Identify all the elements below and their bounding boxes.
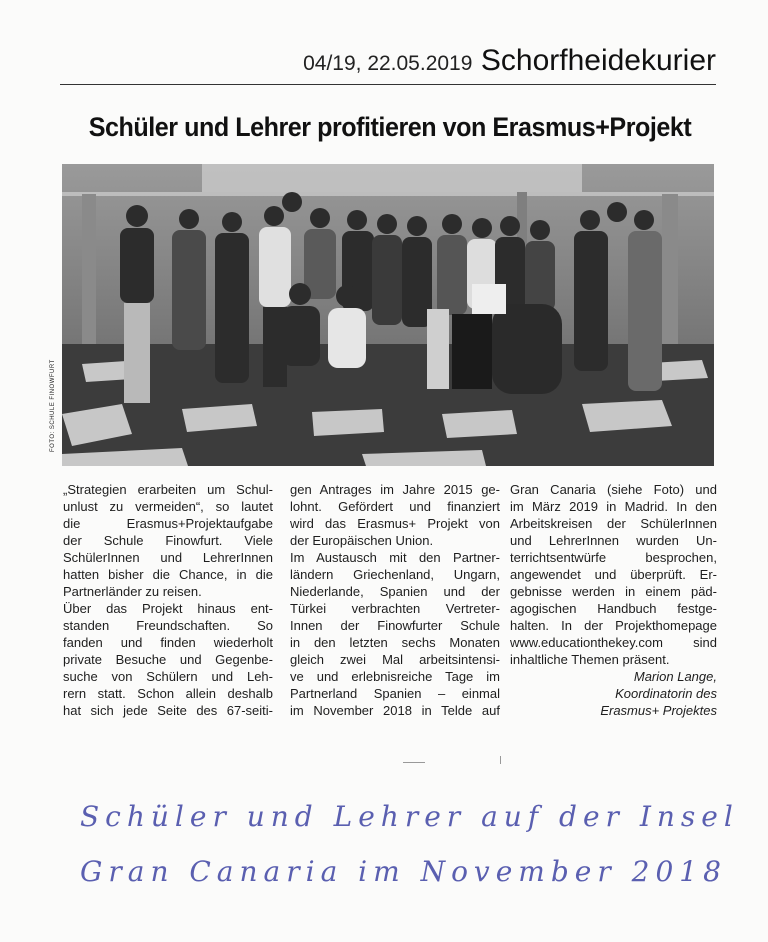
text-line: SchülerInnen und LehrerInnen bbox=[63, 550, 273, 565]
text-line: „Strategien erarbeiten um Schul- bbox=[63, 482, 273, 497]
article-column-2 bbox=[290, 481, 500, 719]
text-line: wird das Erasmus+ Projekt von bbox=[290, 516, 500, 531]
text-line: standen Freundschaften. So bbox=[63, 618, 273, 633]
text-line: Türkei verbrachten Vertreter- bbox=[290, 601, 500, 616]
masthead bbox=[60, 44, 716, 85]
text-line: der Europäischen Union. bbox=[290, 533, 434, 548]
text-line: gleich zwei Mal arbeitsintensi- bbox=[290, 652, 500, 667]
text-line: der Schule Finowfurt. Viele bbox=[63, 533, 273, 548]
issue-date: 04/19, 22.05.2019 bbox=[303, 52, 473, 75]
handwritten-caption-line-2: Gran Canaria im November 2018 bbox=[80, 855, 727, 888]
author-name: Marion Lange, bbox=[633, 669, 717, 684]
text-line: www.educationthekey.com sind bbox=[510, 635, 717, 650]
text-line: ve und erlebnisreiche Tage im bbox=[290, 669, 500, 684]
author-project: Erasmus+ Projektes bbox=[600, 703, 717, 718]
text-line: angewendet und überprüft. Er- bbox=[510, 567, 717, 582]
text-line: ländern Griechenland, Ungarn, bbox=[290, 567, 500, 582]
text-line: im November 2018 in Telde auf bbox=[290, 703, 500, 718]
text-line: rern statt. Schon allein deshalb bbox=[63, 686, 273, 701]
text-line: hat sich jede Seite des 67-seiti- bbox=[63, 703, 273, 718]
text-line: Gran Canaria (siehe Foto) und bbox=[510, 482, 717, 497]
text-line: hatten bisher die Chance, in die bbox=[63, 567, 273, 582]
text-line: die Erasmus+Projektaufgabe bbox=[63, 516, 273, 531]
scan-speck bbox=[500, 756, 501, 764]
article-column-3 bbox=[510, 481, 717, 719]
scan-speck bbox=[403, 762, 425, 763]
handwritten-caption-line-1: Schüler und Lehrer auf der Insel bbox=[80, 800, 739, 833]
text-line: Innen der Finowfurter Schule bbox=[290, 618, 500, 633]
group-photo bbox=[62, 164, 714, 466]
text-line: und LehrerInnen wurden Un- bbox=[510, 533, 717, 548]
text-line: Partnerländer zu reisen. bbox=[63, 584, 202, 599]
text-line: terrichtsentwürfe besprochen, bbox=[510, 550, 717, 565]
newspaper-name: Schorfheidekurier bbox=[480, 44, 716, 77]
text-line: Arbeitskreisen der SchülerInnen bbox=[510, 516, 717, 531]
text-line: suche von Schülern und Leh- bbox=[63, 669, 273, 684]
text-line: fanden und finden wiederholt bbox=[63, 635, 273, 650]
text-line: im März 2019 in Madrid. In den bbox=[510, 499, 717, 514]
photo-credit: FOTO: SCHULE FINOWFURT bbox=[50, 359, 56, 452]
text-line: Niederlande, Spanien und der bbox=[290, 584, 500, 599]
text-line: Über das Projekt hinaus ent- bbox=[63, 601, 273, 616]
text-line: in den letzten sechs Monaten bbox=[290, 635, 500, 650]
article-headline: Schüler und Lehrer profitieren von Erasmus+Projekt bbox=[88, 112, 692, 142]
text-line: agogischen Handbuch festge- bbox=[510, 601, 717, 616]
text-line: private Besuche und Gegenbe- bbox=[63, 652, 273, 667]
text-line: gen Antrages im Jahre 2015 ge- bbox=[290, 482, 500, 497]
text-line: unlust zu vermeiden“, so lautet bbox=[63, 499, 273, 514]
text-line: lohnt. Gefördert und finanziert bbox=[290, 499, 500, 514]
text-line: inhaltliche Themen präsent. bbox=[510, 652, 670, 667]
text-line: Im Austausch mit den Partner- bbox=[290, 550, 500, 565]
text-line: gebnisse werden in einem päd- bbox=[510, 584, 717, 599]
author-role: Koordinatorin des bbox=[615, 686, 717, 701]
text-line: Partnerland Spanien – einmal bbox=[290, 686, 500, 701]
article-column-1 bbox=[63, 481, 273, 719]
text-line: halten. In der Projekthomepage bbox=[510, 618, 717, 633]
